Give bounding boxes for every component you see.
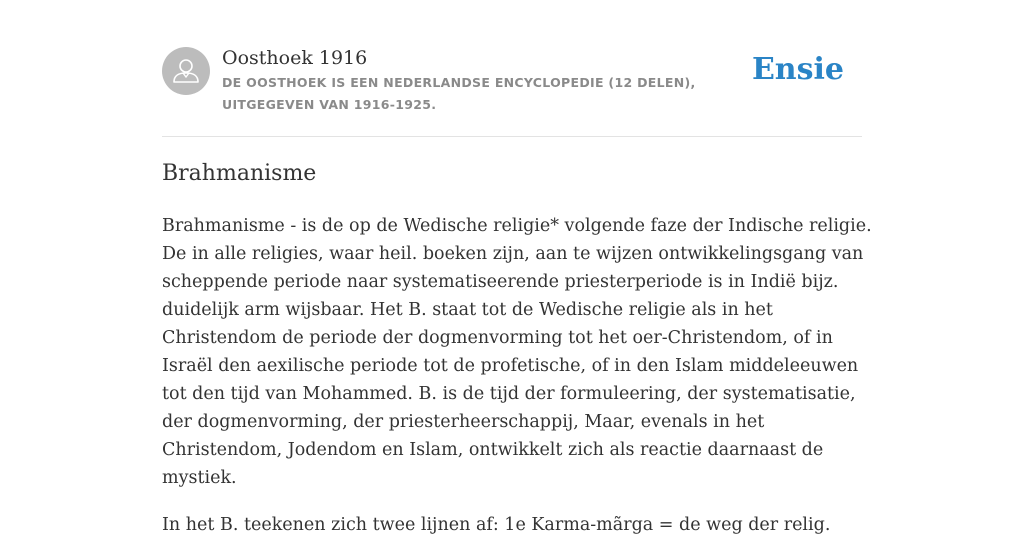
article-body xyxy=(162,212,872,558)
source-header xyxy=(162,44,862,137)
article-paragraph: In het B. teekenen zich twee lijnen af: 1e Karma-mãrga = de weg der relig. xyxy=(162,515,831,535)
avatar[interactable] xyxy=(162,47,210,95)
source-description: DE OOSTHOEK IS EEN NEDERLANDSE ENCYCLOPEDIE (12 DELEN), UITGEGEVEN VAN 1916-1925. xyxy=(222,75,696,112)
article-paragraph: Brahmanisme - is de op de Wedische religie* volgende faze der Indische religie. De in alle religies, waar heil. boeken zijn, aan te wijzen ontwikkelingsgang van scheppende periode naar systematiseerende priesterperiode is in Indië bijz. duidelijk arm wijsbaar. Het B. staat tot de Wedische religie als in het Christendom de periode der dogmenvorming tot het oer-Christendom, of in Israël den aexilische periode tot de profetische, of in den Islam middeleeuwen tot den tijd van Mohammed. B. is de tijd der formuleering, der systematisatie, der dogmenvorming, der priesterheerschappij, Maar, evenals in het Christendom, Jodendom en Islam, ontwikkelt zich als reactie daarnaast de mystiek. xyxy=(162,216,872,488)
source-title[interactable]: Oosthoek 1916 xyxy=(222,47,368,69)
user-silhouette-icon xyxy=(162,47,210,95)
article-title: Brahmanisme xyxy=(162,161,317,186)
ensie-logo[interactable]: Ensie xyxy=(751,52,844,87)
